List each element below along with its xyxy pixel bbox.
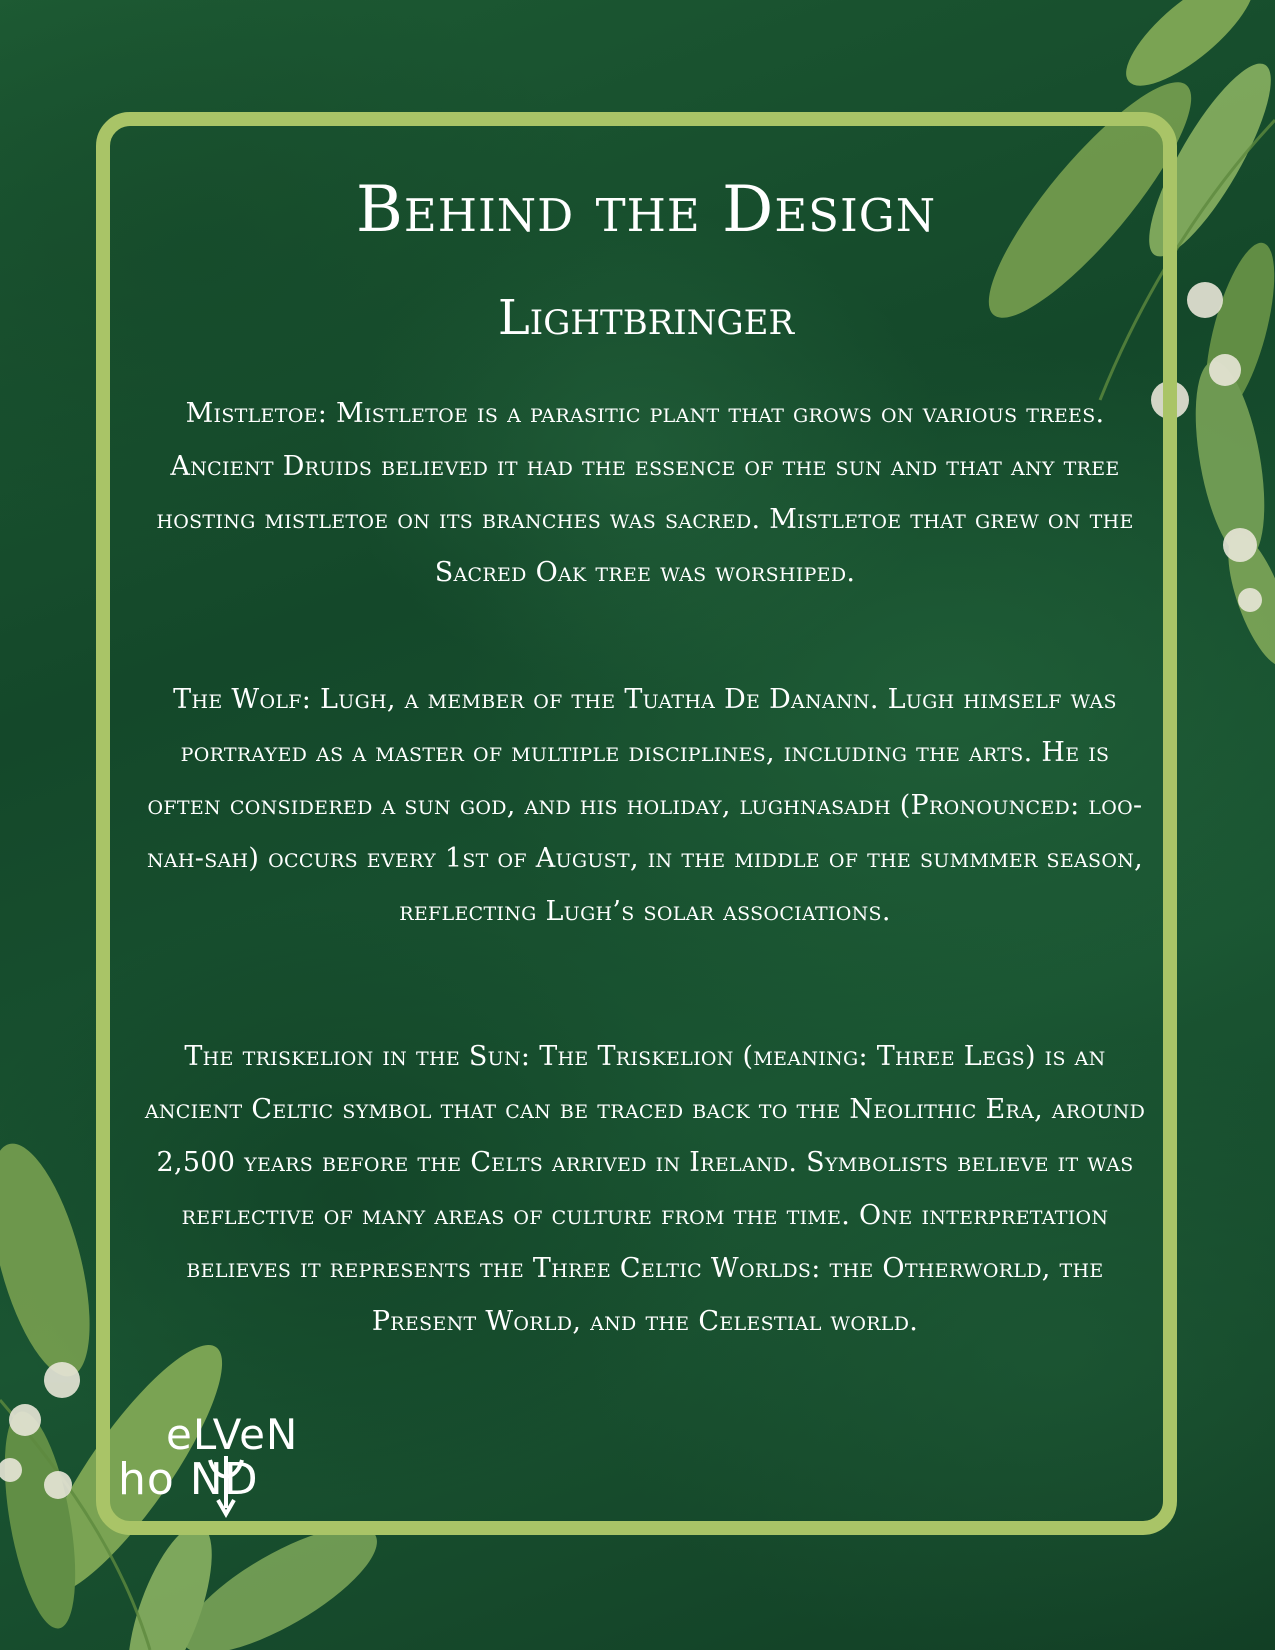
section-heading: The Wolf: xyxy=(173,684,312,715)
section-body: Mistletoe is a parasitic plant that grows on various trees. Ancient Druids believed it had the essence of the sun and that any tree hosting mistletoe on its branches was sacred. Mistletoe that grew on the Sacred Oak tree was worshiped. xyxy=(156,398,1134,588)
section-body: The Triskelion (meaning: Three Legs) is an ancient Celtic symbol that can be traced back to the Neolithic Era, around 2,500 years before the Celts arrived in Ireland. Symbolists believe it was reflective of many areas of culture from the time. One interpretation believes it represents the Three Celtic Worlds: the Otherworld, the Present World, and the Celestial world. xyxy=(144,1041,1146,1337)
section-wolf xyxy=(140,673,1150,938)
section-mistletoe xyxy=(140,387,1150,599)
page-subtitle: Lightbringer xyxy=(497,290,795,346)
section-heading: The triskelion in the Sun: xyxy=(184,1041,531,1072)
section-triskelion xyxy=(140,1030,1150,1348)
logo-word-elven: eLVeN xyxy=(166,1410,299,1459)
section-heading: Mistletoe: xyxy=(185,398,328,429)
brand-logo xyxy=(118,1412,348,1522)
arrow-down-icon xyxy=(206,1452,246,1518)
page-title: Behind the Design xyxy=(355,173,937,247)
logo-word-hound: ho ND xyxy=(118,1454,259,1505)
section-body: Lugh, a member of the Tuatha De Danann. Lugh himself was portrayed as a master of multiple disciplines, including the arts. He is often considered a sun god, and his holiday, lughnasadh (Pronounced: loo-nah-sah) occurs every 1st of August, in the middle of the summmer season, reflecting Lugh’s solar associations. xyxy=(146,684,1144,927)
